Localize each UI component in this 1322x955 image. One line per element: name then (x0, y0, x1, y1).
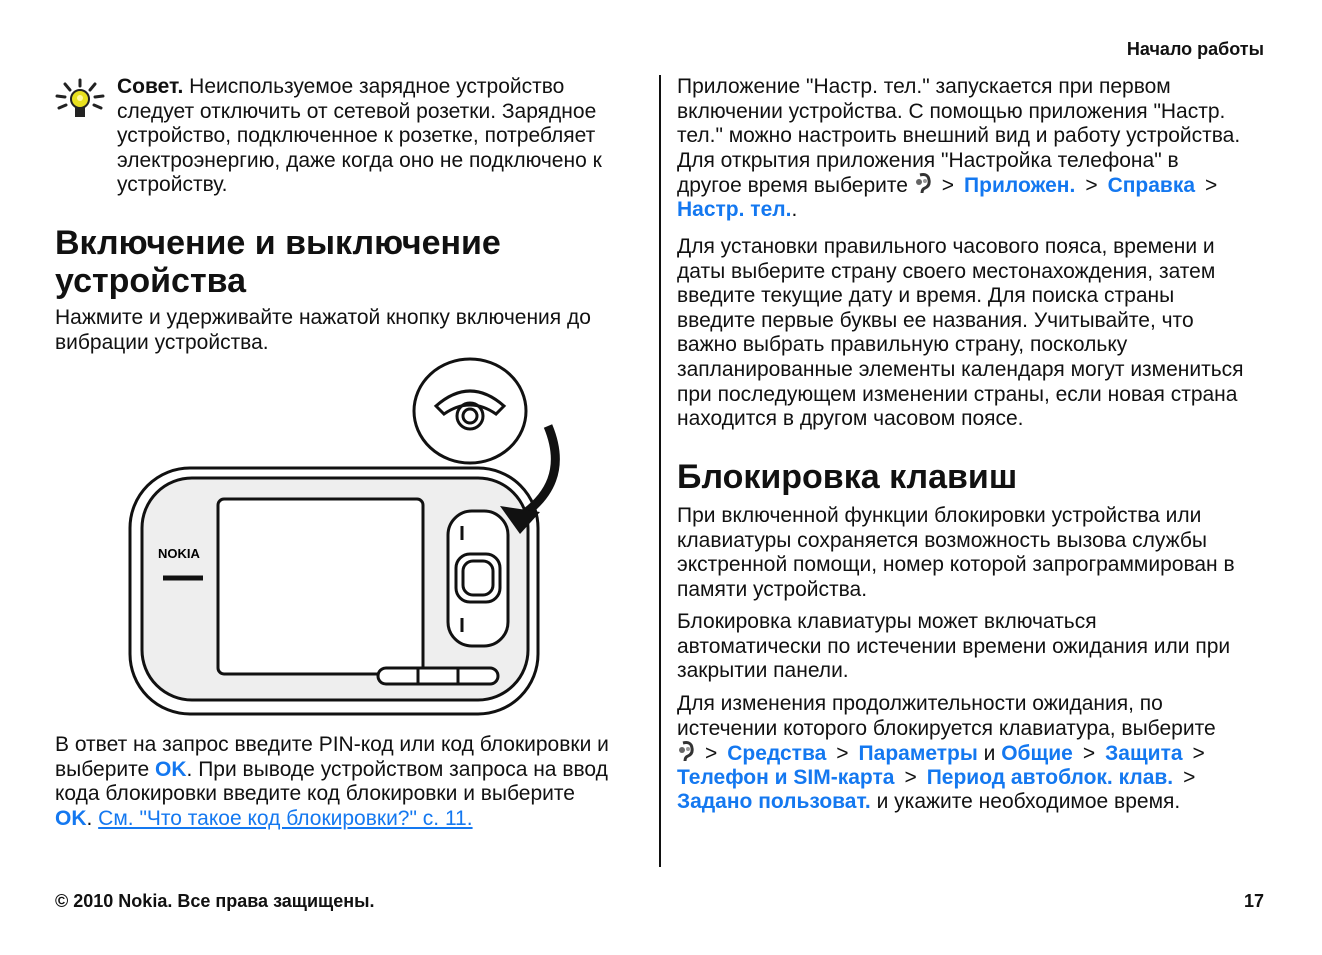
text-line (55, 807, 609, 832)
text-run: закрытии панели. (677, 659, 849, 683)
text-line (677, 692, 1216, 717)
path-separator: > (1183, 765, 1196, 789)
lightbulb-tip-icon (55, 78, 105, 122)
text-run: Для изменения продолжительности ожидания, по (677, 692, 1163, 715)
text-run: включении устройства. С помощью приложения "Настр. (677, 99, 1226, 123)
text-line (55, 782, 609, 807)
text-line (117, 100, 602, 125)
text-line (55, 331, 591, 356)
text-line (677, 260, 1244, 285)
nokia-logo: NOKIA (158, 546, 200, 561)
text-line (677, 717, 1216, 742)
heading-power (55, 224, 501, 300)
text-run: устройству. (117, 173, 228, 197)
path-separator: > (1205, 174, 1218, 198)
text-run: введите первые буквы ее названия. Учитывайте, что (677, 308, 1194, 332)
text-run: находится в другом часовом поясе. (677, 407, 1024, 431)
text-line (677, 358, 1244, 383)
menu-path-link[interactable]: Период автоблок. клав. (926, 765, 1174, 789)
text-run: Приложение "Настр. тел." запускается при первом (677, 75, 1171, 98)
keylock-paragraph-3 (677, 692, 1216, 815)
tip-label: Совет. (117, 75, 184, 98)
text-line (677, 333, 1244, 358)
text-run: и (977, 742, 1002, 766)
path-separator: > (836, 742, 849, 766)
text-line (677, 149, 1240, 174)
section-header: Начало работы (1126, 39, 1264, 59)
text-run: при последующем изменении страны, если новая страна (677, 382, 1238, 406)
path-separator: > (1082, 742, 1096, 766)
text-line (117, 75, 602, 100)
text-run: вибрации устройства. (55, 330, 269, 354)
menu-path-link[interactable]: Телефон и SIM-карта (677, 765, 895, 789)
text-line (677, 635, 1230, 660)
text-line (55, 758, 609, 783)
text-line (117, 124, 602, 149)
text-line (677, 407, 1244, 432)
text-run: . (86, 806, 99, 830)
timezone-paragraph (677, 235, 1244, 432)
text-run: другое время выберите (677, 174, 914, 198)
text-run: Блокировка клавиатуры может включаться (677, 610, 1097, 633)
text-run: . При выводе устройством запроса на ввод (186, 757, 608, 781)
text-line (677, 529, 1235, 554)
text-line (677, 383, 1244, 408)
text-run: введите текущие дату и время. Для поиска страны (677, 284, 1175, 308)
text-line (677, 309, 1244, 334)
text-line (677, 553, 1235, 578)
menu-path-link[interactable]: См. "Что такое код блокировки?" с. 11. (98, 806, 473, 830)
text-line (677, 578, 1235, 603)
menu-path-link[interactable]: Параметры (858, 742, 978, 766)
text-run: Нажмите и удерживайте нажатой кнопку включения до (55, 306, 591, 329)
text-run: В ответ на запрос введите PIN-код или код блокировки и (55, 733, 609, 756)
path-separator: > (1192, 742, 1205, 766)
path-separator: > (941, 174, 955, 198)
copyright-footer: © 2010 Nokia. Все права защищены. (55, 891, 375, 911)
text-line (677, 790, 1216, 815)
settings-paragraph (677, 75, 1240, 223)
text-run: экстренной помощи, номер которой запрограммирован в (677, 553, 1235, 577)
heading-keylock: Блокировка клавиш (677, 458, 1018, 496)
text-line (677, 766, 1216, 791)
text-line (677, 75, 1240, 100)
text-run: важно выбрать правильную страну, поскольку (677, 333, 1128, 357)
menu-path-link[interactable]: Защита (1105, 742, 1183, 766)
text-line (677, 198, 1240, 223)
phone-power-key-illustration (128, 356, 568, 718)
text-line (677, 124, 1240, 149)
text-line (677, 100, 1240, 125)
keylock-paragraph-2 (677, 610, 1230, 684)
menu-path-link[interactable]: OK (155, 757, 187, 781)
path-separator: > (705, 742, 718, 766)
text-run: . (791, 197, 798, 221)
text-run: Для установки правильного часового пояса, времени и (677, 235, 1215, 258)
menu-path-link[interactable]: Настр. тел. (677, 197, 792, 221)
text-line (677, 610, 1230, 635)
text-line (55, 733, 609, 758)
menu-path-link[interactable]: Справка (1107, 174, 1196, 198)
text-run: истечении которого блокируется клавиатура, выберите (677, 716, 1216, 740)
text-line (117, 173, 602, 198)
text-run: Неиспользуемое зарядное устройство (183, 75, 565, 98)
column-divider (659, 75, 661, 867)
text-run: памяти устройства. (677, 577, 868, 601)
power-paragraph (55, 306, 591, 355)
menu-path-link[interactable]: Общие (1001, 742, 1073, 766)
text-line (677, 504, 1235, 529)
text-run: устройство, подключенное к розетке, потребляет (117, 124, 596, 148)
text-line (677, 741, 1216, 766)
menu-path-link[interactable]: OK (55, 806, 87, 830)
path-separator: > (1085, 174, 1098, 198)
text-run: даты выберите страну своего местонахождения, затем (677, 259, 1216, 283)
text-line (677, 235, 1244, 260)
keylock-paragraph-1 (677, 504, 1235, 602)
text-line (677, 284, 1244, 309)
menu-path-link[interactable]: Средства (727, 742, 827, 766)
pin-paragraph (55, 733, 609, 831)
path-separator: > (904, 765, 917, 789)
text-line (55, 306, 591, 331)
text-run: автоматически по истечении времени ожидания или при (677, 634, 1231, 658)
text-run: электроэнергию, даже когда оно не подключено к (117, 148, 602, 172)
text-run: клавиатуры сохраняется возможность вызова службы (677, 528, 1208, 552)
menu-path-link[interactable]: Приложен. (964, 174, 1076, 198)
text-run: кода блокировки введите код блокировки и выберите (55, 782, 575, 806)
text-run: следует отключить от сетевой розетки. Зарядное (117, 99, 597, 123)
text-run: тел." можно настроить внешний вид и работу устройства. (677, 124, 1241, 148)
menu-path-link[interactable]: Задано пользоват. (677, 790, 871, 814)
heading-line: Включение и выключение (55, 224, 501, 262)
text-run: и укажите необходимое время. (870, 790, 1181, 814)
text-line (117, 149, 602, 174)
text-line (677, 173, 1240, 198)
page-number: 17 (1243, 891, 1264, 911)
text-run: запланированные элементы календаря могут измениться (677, 357, 1244, 381)
menu-key-icon (914, 174, 932, 197)
menu-key-icon (677, 742, 695, 765)
text-run: Для открытия приложения "Настройка телефона" в (677, 148, 1179, 172)
heading-line: устройства (55, 262, 246, 300)
tip-text (117, 75, 602, 198)
text-run: При включенной функции блокировки устройства или (677, 504, 1202, 527)
text-run: выберите (55, 757, 156, 781)
text-line (677, 659, 1230, 684)
